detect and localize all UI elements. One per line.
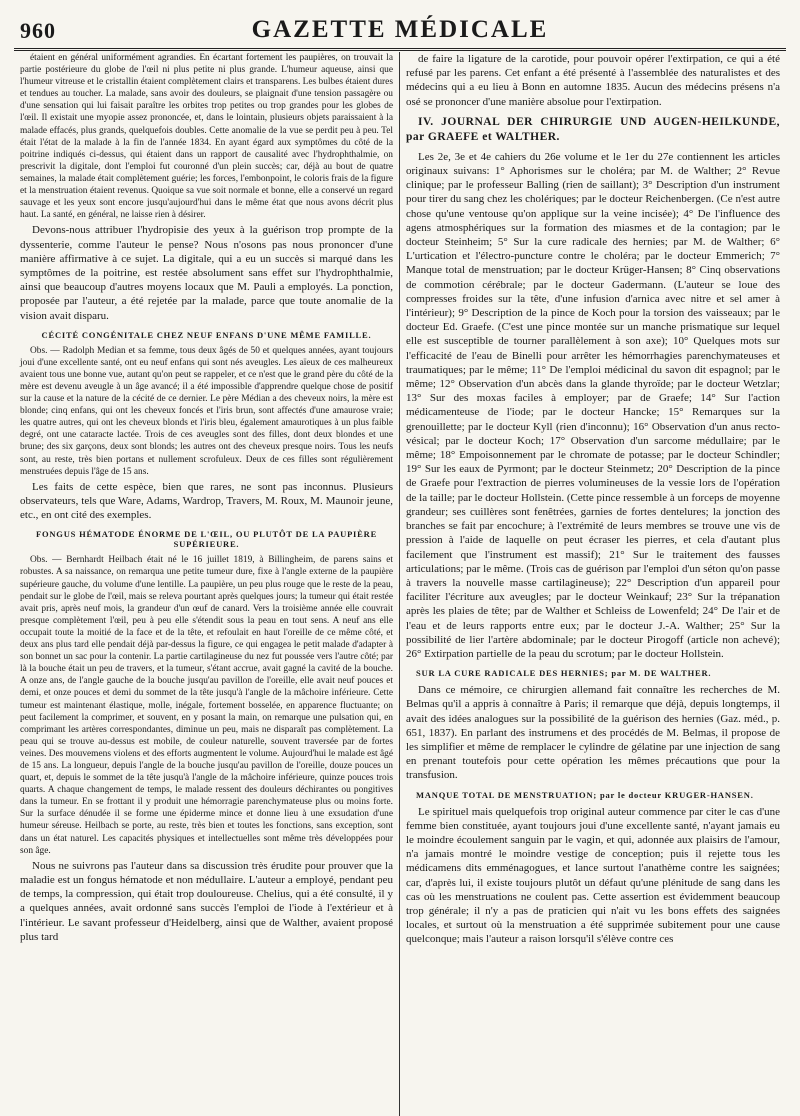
left-column (14, 52, 400, 1116)
masthead (14, 8, 786, 52)
left-observation: étaient en général uniformément agrandies. En écartant fortement les paupières, on trouvait la partie postérieure du globe de l'œil ni plus petite ni plus grande. L'humeur aqueuse, ainsi que l'humeur vitreuse et le cristallin étaient complètement clairs et transparens. Les bulbes étaient dures et tendues au toucher. La malade, sans avoir des douleurs, se plaignait d'une tension passagère ou d'une sensation qui lui faisait paraître les orbites trop petites ou trop grandes pour les globes de l'œil. Il existait une myopie assez prononcée, et, dans le lointain, plusieurs objets paraissaient à la malade effacés, plus grands, quelquefois doubles. Cette anomalie de la vue se perdit peu à peu. Tel était l'état de la malade à la fin de l'année 1834. En ayant égard aux symptômes du côté de la poitrine indiqués ci-dessus, qui étaient dans un rapport de causalité avec l'hydrophthalmie, on prescrivit la digitale, dont l'emploi fut couronné d'un plein succès; car, déjà au bout de quatre semaines, la malade était complètement guérie; les forces, l'embonpoint, le coloris frais de la figure et la menstruation étaient revenus. Quoique sa vue soit normale et bonne, elle a conservé un regard sauvage et les yeux sont encore jusqu'aujourd'hui dans le même état que nous avons décrit plus haut. La santé, en général, ne laisse rien à désirer. (20, 53, 393, 221)
right-column (400, 52, 786, 1116)
left-observation: Obs. — Bernhardt Heilbach était né le 16 juillet 1819, à Billingheim, de parens sains et robustes. A sa naissance, on remarqua une petite tumeur dure, fixe à l'angle externe de la paupière supérieure gauche, du volume d'une lentille. La paupière, un peu plus rouge que le reste de la peau, pendait sur le globe de l'œil, mais se releva pourtant après quelques jours; la tumeur qui était restée avait pris, après neuf mois, la grandeur d'un œuf de canard. Vers la troisième année elle couvrait presque complètement l'œil, peu à peu elle s'étendit sous la peau en tout sens. A neuf ans elle occupait toute la moitié de la face et de la tête, et refoulait en haut l'oreille de ce même côté, et deux ans plus tard elle pendait déjà par-dessus la figure, ce qui engagea le petit malade d'adapter à son bonnet un sac pour la contenir. La partie cartilagineuse du nez fut poussée vers l'autre côté; par là la bouche était un peu de travers, et la tumeur, s'étant accrue, avait gagné la cavité de la bouche. A onze ans, de l'angle gauche de la bouche jusqu'au pavillon de l'oreille, elle avait neuf pouces et demi, et onze pouces et demi du sommet de la tête jusqu'à l'angle de la mâchoire inférieure. Cette tumeur est maintenant élastique, molle, inégale, fortement bosselée, en apparence fluctuante; on peut facilement la comprimer, et souvent, en y posant la main, on remarque une pulsation qui, en comprimant les artères correspondantes, diminue un peu, mais ne disparaît pas complètement. La peau qui se trouve au-dessus est mobile, de couleur naturelle, souvent traversée par de fortes veines. Des mouvemens violens et des efforts augmentent le volume. Aujourd'hui le malade est âgé de 15 ans. La longueur, depuis l'angle de la bouche jusqu'au pavillon de l'oreille, douze pouces un quart, et, depuis le sommet de la tête jusqu'à l'angle de la mâchoire inférieure, quinze pouces trois quarts. A chaque changement de temps, le malade ressent des douleurs déchirantes ou pongitives dans la tumeur. En se frottant il y produit une hémorragie parenchymateuse plus ou moins forte. Sur la surface dénudée il se forme une épiderme mince et donne lieu à une exsudation d'une humeur séreuse. Heilbach se porte, au reste, très bien et toutes les fonctions, sans exception, sont dans un état naturel. Les capacités physiques et intellectuelles sont même très développées pour son âge. (20, 555, 393, 856)
right-paragraph: Les 2e, 3e et 4e cahiers du 26e volume et le 1er du 27e contiennent les articles originaux suivans: 1° Aphorismes sur le choléra; par M. de Walther; 2° Revue clinique; par le professeur Balling (rien de saillant); 3° Description d'un instrument pour tirer du sang chez les cholériques; par le docteur Reichenbergen. (Ce n'est autre chose qu'une ventouse qu'on applique sur la veine incisée); 4° De l'influence des agens atmosphériques sur la formation des miasmes et de la contagion; par le docteur Steinheim; 5° Sur la cure radicale des hernies; par M. de Walther; 6° L'urtication et l'électro-puncture contre le choléra; par le docteur Emmerich; 7° Manque total de menstruation; par le docteur Krüger-Hansen; 8° Cinq observations de commotion cérébrale; par le docteur Gadermann. (L'auteur se loue des compresses froides sur la tête, d'une infusion d'arnica avec nitre et sel amer à l'intérieur); 9° Description de la pince de Koch pour la torsion des vaisseaux; par le docteur Ed. Graefe. (C'est une pince montée sur un manche prismatique sur lequel elle est susceptible de tourner parallèlement à son axe); 10° Quelques mots sur l'efficacité de l'eau de Binelli pour arrêter les hémorrhagies parenchymateuses et traumatiques; par le même; 11° De l'emploi médicinal du savon dit espagnol; par le même; 12° Observation d'un abcès dans la glande thyroïde; par le docteur Wetzlar; 13° Sur des moxas faciles à employer; par de Graefe; 14° Sur l'action médicamenteuse de l'iode; par le docteur Hancke; 15° Remarques sur la grenouillette; par le docteur Kyll (rien d'inconnu); 16° Observation d'un anus recto-vésical; par le docteur Koch; 17° Observation d'un sarcome médullaire; par le même; 18° Empoisonnement par le chromate de potasse; par le docteur Schindler; 19° Sur les eaux de Pyrmont; par le docteur Steinmetz; 20° Description de la pince de Graefe pour l'extraction de pierres volumineuses de la vessie lors de l'opération de la taille; par le docteur Hollstein. (Cette pince ressemble à un forceps de moyenne grandeur; ses cuillères sont fenêtrées, garnies de fortes dentelures; la jonction des branches se fait par encochure; à l'extrémité de leurs membres se trouve une vis de pression à l'aide de laquelle on peut écraser les pierres, et cela d'autant plus facilement que l'instrument est massif); 21° Sur le traitement des fausses articulations; par le même. (Trois cas de guérison par l'emploi d'un séton qu'on passe à travers la nouvelle masse cartilagineuse); 22° Description d'un appareil pour faciliter l'écriture aux aveugles; par le docteur Weinkauf; 23° Sur la trépanation après les plaies de tête; par de Walther et Schleiss de Lowenfeld; 24° De l'air et de l'eau et de leurs rapports entre eux; par le docteur J.-A. Walther; 25° Sur la possibilité de lier l'artère abdominale; par le docteur Pirogoff (article non achevé); 26° Extirpation partielle de la peau du scrotum; par le docteur Hollstein. (406, 150, 780, 660)
masthead-rule (14, 48, 786, 51)
left-subheading: CÉCITÉ CONGÉNITALE CHEZ NEUF ENFANS D'UNE MÊME FAMILLE. (41, 329, 372, 340)
left-paragraph: Nous ne suivrons pas l'auteur dans sa discussion très érudite pour prouver que la maladie est un fongus hématode et non médullaire. L'auteur a employé, pendant peu de temps, la compression, qui était trop douloureuse. Chelius, qui a été consulté, il y a quelques années, avait ordonné sans succès l'emploi de l'iode à l'extérieur et à l'intérieur. Le savant professeur d'Heidelberg, ainsi que de Walther, avaient proposé plus tard (20, 859, 393, 943)
page-number: 960 (20, 18, 56, 43)
text-columns (14, 52, 786, 1116)
left-subheading: FONGUS HÉMATODE ÉNORME DE L'ŒIL, OU PLUTÔT DE LA PAUPIÈRE SUPÉRIEURE. (35, 529, 378, 550)
right-section-title: IV. JOURNAL DER CHIRURGIE UND AUGEN-HEILKUNDE, par GRAEFE et WALTHER. (406, 115, 780, 143)
right-paragraph: Dans ce mémoire, ce chirurgien allemand fait connaître les recherches de M. Belmas qu'il a appris à connaître à Paris; il remarque que déjà, depuis longtemps, il avait des idées analogues sur la possibilité de la guérison des hernies (Gaz. méd., p. 651, 1837). En parlant des instrumens et des procédés de M. Belmas, il propose de les simplifier et même de remplacer le cylindre de gélatine par une injection de sang en prenant toutefois pour cette opération les mêmes précautions que pour la transfusion. (406, 684, 780, 782)
journal-title: GAZETTE MÉDICALE (251, 16, 549, 43)
right-paragraph: de faire la ligature de la carotide, pour pouvoir opérer l'extirpation, ce qui a été refusé par les parens. Cet enfant a été présenté à l'assemblée des naturalistes et des médecins qui a eu lieu à Bonn en automne 1835. Aucun des médecins présens n'a osé se prononcer d'une manière absolue pour l'extirpation. (406, 53, 780, 108)
right-subheading: MANQUE TOTAL DE MENSTRUATION; par le docteur KRUGER-HANSEN. (416, 789, 754, 800)
left-observation: Obs. — Radolph Median et sa femme, tous deux âgés de 50 et quelques années, ayant toujours joui d'une excellente santé, ont eu neuf enfans qui sont nés aveugles. Les aïeux de ces malheureux avaient tous une bonne vue, autant qu'on peut se rappeler, et ce n'est que le grand père du côté de la mère est devenu aveugle à un âge avancé; il a été impossible d'apprendre quelque chose de positif sur la cause et la nature de la cécité de ce dernier. Le père Médian a des cheveux noirs, la mère est blonde; cinq enfans, qui ont les cheveux foncés et l'iris brun, sont affectés d'une amaurose vraie; les quatre autres, qui ont les cheveux blonds et l'iris bleu, également amaurotiques à un plus faible degré, ont une cataracte lactée. Trois de ces aveugles sont des filles, dont deux blondes et une brune; des six garçons, deux sont blonds; les autres ont des cheveux presque noirs. Tous les neufs sont, au reste, très bien portans et nullement scrofuleux. Deux de ces filles sont régulièrement menstruées depuis l'âge de 15 ans. (20, 345, 393, 477)
right-subheading: SUR LA CURE RADICALE DES HERNIES; par M. DE WALTHER. (416, 668, 712, 679)
left-paragraph: Devons-nous attribuer l'hydropisie des yeux à la guérison trop prompte de la dyssenterie, comme l'auteur le pense? Nous n'osons pas nous prononcer d'une manière affirmative à ce sujet. La digitale, qui a eu un succès si marqué dans les symptômes de la poitrine, est restée absolument sans effet sur l'hydrophthalmie, ainsi que beaucoup d'autres moyens locaux que M. Pauli a employés. La ponction, proposée par l'auteur, a été rejetée par la malade, parce que toute anomalie de la vision avait disparu. (20, 224, 393, 322)
right-paragraph: Le spirituel mais quelquefois trop original auteur commence par citer le cas d'une femme bien constituée, ayant toujours joui d'une excellente santé, n'ayant jamais eu le moindre écoulement sanguin par le vagin, et qui, adonnée aux plaisirs de l'amour, n'a jamais montré le moindre vestige de conception; puis il rejette tous les médicamens dits emménagogues, et lance surtout l'anathème contre les saignées; car, d'après lui, il existe toujours plutôt un défaut qu'une plénitude de sang dans les cas où les menstruations ne coulent pas. Cette assertion est évidemment beaucoup trop générale; il n'y a pas de praticien qui n'ait vu les bons effets des saignées locales, et surtout où la menstruation a été supprimée subitement pour une cause quelconque; mais l'auteur a raison lorsqu'il s'élève contre ces (406, 805, 780, 946)
left-paragraph: Les faits de cette espèce, bien que rares, ne sont pas inconnus. Plusieurs observateurs, tels que Ware, Adams, Wardrop, Travers, M. Roux, M. Maunoir jeune, etc., en ont cité des exemples. (20, 480, 393, 522)
